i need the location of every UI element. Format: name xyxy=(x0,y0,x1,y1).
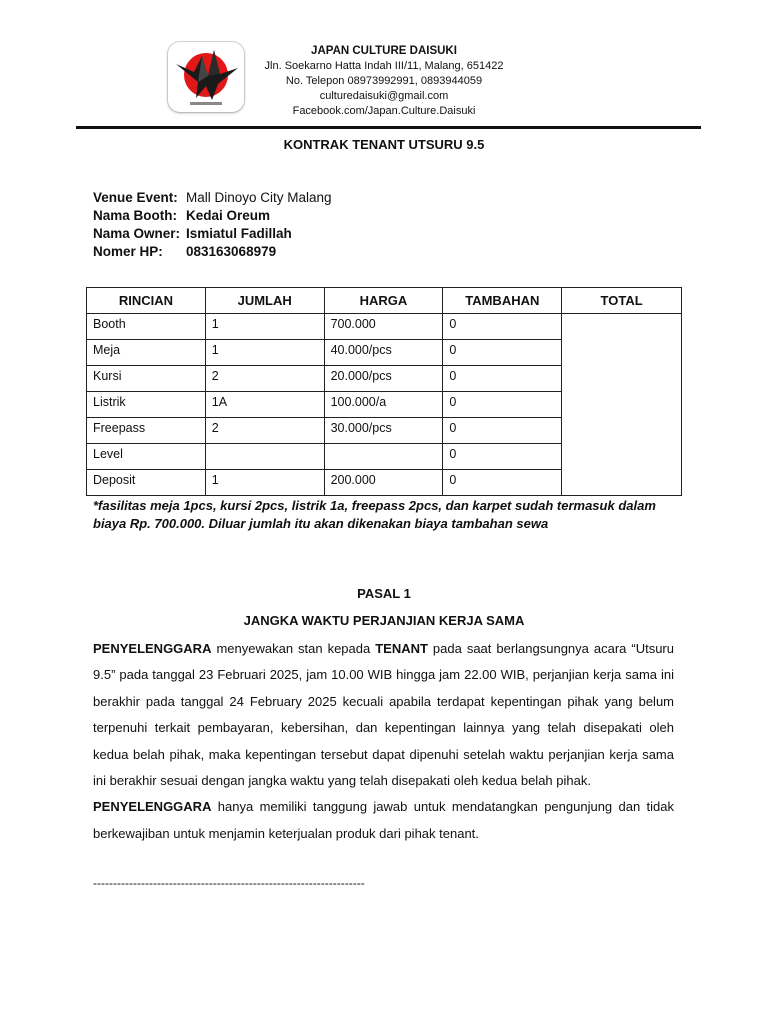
pasal-body xyxy=(93,636,674,847)
cell-extra: 0 xyxy=(443,470,562,496)
cell-item: Meja xyxy=(87,340,206,366)
cell-price: 700.000 xyxy=(324,314,443,340)
cell-price: 30.000/pcs xyxy=(324,418,443,444)
cell-price xyxy=(324,444,443,470)
owner-value: Ismiatul Fadillah xyxy=(186,226,292,241)
pasal-heading: JANGKA WAKTU PERJANJIAN KERJA SAMA xyxy=(243,613,525,628)
venue-value: Mall Dinoyo City Malang xyxy=(186,190,332,205)
party-tenant: TENANT xyxy=(375,641,428,656)
booth-label: Nama Booth: xyxy=(93,208,177,223)
tenant-info xyxy=(93,189,332,261)
phone-row xyxy=(93,243,332,261)
cell-item: Kursi xyxy=(87,366,206,392)
origami-crane-logo-icon xyxy=(168,42,244,112)
cell-extra: 0 xyxy=(443,392,562,418)
header-rincian: RINCIAN xyxy=(87,288,206,314)
cell-qty: 2 xyxy=(205,366,324,392)
paragraph-text: pada saat berlangsungnya acara “Utsuru 9.5” pada tanggal 23 Februari 2025, jam 10.00 WIB hingga jam 22.00 WIB, perjanjian kerja sama ini berakhir pada tanggal 24 February 2025 kecuali apabila terdapat kepentingan pihak yang belum terpenuhi terkait pembayaran, kebersihan, dan kepentingan lainnya yang telah disepakati oleh kedua belah pihak, maka kepentingan tersebut dapat dipenuhi setelah waktu perjanjian kerja sama ini berakhir sesuai dengan jangka waktu yang telah disepakati oleh kedua belah pihak. xyxy=(93,641,674,789)
cell-price: 200.000 xyxy=(324,470,443,496)
cell-extra: 0 xyxy=(443,418,562,444)
org-phone: No. Telepon 08973992991, 0893944059 xyxy=(285,75,483,87)
cell-extra: 0 xyxy=(443,314,562,340)
cell-qty: 2 xyxy=(205,418,324,444)
cell-price: 40.000/pcs xyxy=(324,340,443,366)
cell-total xyxy=(562,314,682,496)
cell-extra: 0 xyxy=(443,366,562,392)
document-title: KONTRAK TENANT UTSURU 9.5 xyxy=(283,137,485,152)
header-harga: HARGA xyxy=(324,288,443,314)
org-name: JAPAN CULTURE DAISUKI xyxy=(311,45,457,57)
header-tambahan: TAMBAHAN xyxy=(443,288,562,314)
header-divider xyxy=(76,126,701,129)
paragraph xyxy=(93,794,674,847)
phone-value: 083163068979 xyxy=(186,244,277,259)
booth-row xyxy=(93,207,332,225)
paragraph-text: hanya memiliki tanggung jawab untuk mendatangkan pengunjung dan tidak berkewajiban untuk menjamin keterjualan produk dari pihak tenant. xyxy=(93,799,674,841)
table-row xyxy=(87,314,682,340)
party-organizer: PENYELENGGARA xyxy=(93,799,212,815)
booth-value: Kedai Oreum xyxy=(186,208,271,223)
venue-label: Venue Event: xyxy=(93,190,178,205)
pasal-number: PASAL 1 xyxy=(357,586,411,601)
cell-extra: 0 xyxy=(443,340,562,366)
org-email[interactable]: culturedaisuki@gmail.com xyxy=(319,90,449,102)
cell-item: Booth xyxy=(87,314,206,340)
cell-item: Freepass xyxy=(87,418,206,444)
cell-price: 20.000/pcs xyxy=(324,366,443,392)
cell-qty: 1A xyxy=(205,392,324,418)
cell-item: Listrik xyxy=(87,392,206,418)
venue-row xyxy=(93,189,332,207)
owner-label: Nama Owner: xyxy=(93,226,181,241)
owner-row xyxy=(93,225,332,243)
table-header-row xyxy=(87,288,682,314)
phone-label: Nomer HP: xyxy=(93,244,163,259)
org-address: Jln. Soekarno Hatta Indah III/11, Malang, 651422 xyxy=(264,60,504,72)
cell-item: Deposit xyxy=(87,470,206,496)
paragraph xyxy=(93,636,674,794)
organization-header xyxy=(240,44,528,119)
facility-note: *fasilitas meja 1pcs, kursi 2pcs, listrik 1a, freepass 2pcs, dan karpet sudah termasuk dalam biaya Rp. 700.000. Diluar jumlah itu akan dikenakan biaya tambahan sewa xyxy=(93,498,656,531)
cell-qty xyxy=(205,444,324,470)
cell-qty: 1 xyxy=(205,470,324,496)
logo xyxy=(168,42,244,112)
separator-dashes: -------------------------------------------------------------------- xyxy=(93,876,365,890)
header-total: TOTAL xyxy=(562,288,682,314)
org-facebook[interactable]: Facebook.com/Japan.Culture.Daisuki xyxy=(292,105,476,117)
header-jumlah: JUMLAH xyxy=(205,288,324,314)
paragraph-text: menyewakan stan kepada xyxy=(211,641,376,656)
cell-qty: 1 xyxy=(205,314,324,340)
cell-qty: 1 xyxy=(205,340,324,366)
party-organizer: PENYELENGGARA xyxy=(93,641,212,656)
cell-price: 100.000/a xyxy=(324,392,443,418)
cell-extra: 0 xyxy=(443,444,562,470)
rates-table xyxy=(86,287,682,496)
cell-item: Level xyxy=(87,444,206,470)
